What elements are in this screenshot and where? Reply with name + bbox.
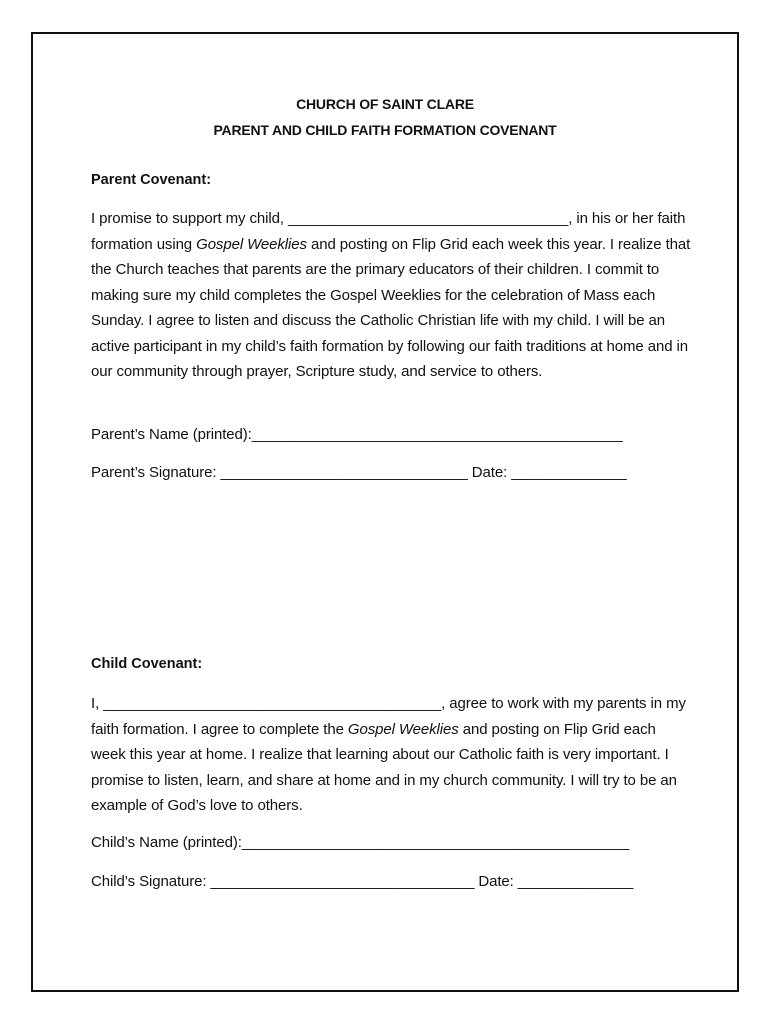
parent-covenant-paragraph bbox=[91, 206, 691, 385]
parent-paragraph-end: and posting on Flip Grid each week this year. I realize that the Church teaches that parents are the primary educators of their children. I commit to making sure my child completes the Gospel Weeklies for the celebration of Mass each Sunday. I agree to listen and discuss the Catholic Christian life with my child. I will be an active participant in my child’s faith formation by following our faith traditions at home and in our community through prayer, Scripture study, and service to others. bbox=[91, 235, 691, 380]
parent-signature-field[interactable]: Parent’s Signature: ______________________________ Date: ______________ bbox=[91, 464, 627, 481]
parent-covenant-heading: Parent Covenant: bbox=[91, 172, 212, 188]
child-name-field[interactable]: Child’s Name (printed):_______________________________________________ bbox=[91, 834, 630, 851]
child-signature-field[interactable]: Child’s Signature: ________________________________ Date: ______________ bbox=[91, 873, 634, 890]
document-title: PARENT AND CHILD FAITH FORMATION COVENANT bbox=[213, 122, 557, 138]
church-name: CHURCH OF SAINT CLARE bbox=[296, 96, 474, 112]
parent-name-field[interactable]: Parent’s Name (printed):_____________________________________________ bbox=[91, 426, 623, 443]
child-paragraph-emphasis: Gospel Weeklies bbox=[347, 720, 459, 738]
child-paragraph-end: and posting on Flip Grid each week this year at home. I realize that learning about our Catholic faith is very important. I promise to listen, learn, and share at home and in my church community. I will try to be an example of God’s love to others. bbox=[91, 720, 677, 814]
child-paragraph-start: I, _________________________________________, agree to work with my parents in my faith formation. I agree to complete the bbox=[91, 695, 686, 738]
child-covenant-paragraph bbox=[91, 691, 691, 819]
parent-paragraph-start: I promise to support my child, __________________________________, in his or her faith formation using bbox=[91, 210, 686, 253]
child-covenant-heading: Child Covenant: bbox=[91, 656, 203, 672]
parent-paragraph-emphasis: Gospel Weeklies bbox=[196, 235, 307, 253]
